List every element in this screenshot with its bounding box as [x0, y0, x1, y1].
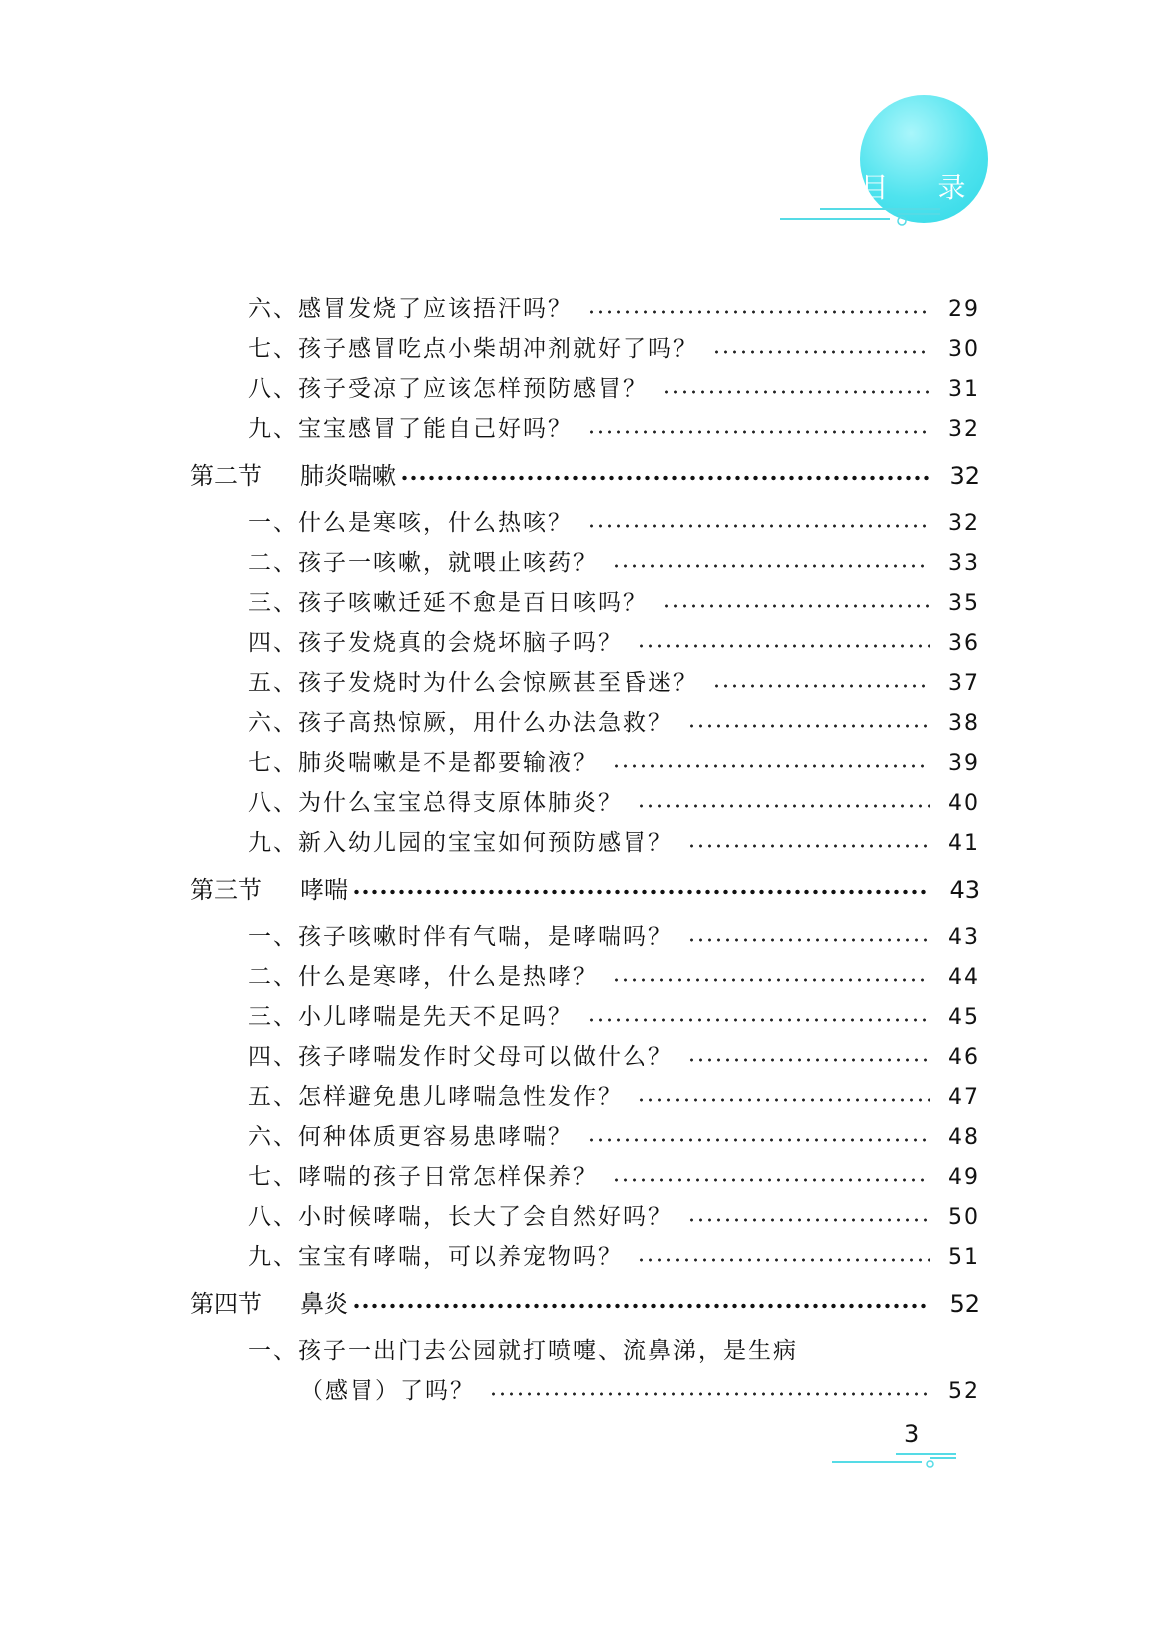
toc-item-row: [190, 1158, 980, 1198]
toc-item-row: [190, 330, 980, 370]
dot-leader: [587, 309, 930, 315]
dot-leader: [612, 563, 930, 569]
dot-leader: [637, 1097, 930, 1103]
toc-item-row: [190, 664, 980, 704]
header-line-ornament: [780, 205, 1000, 235]
page-ref: 36: [948, 631, 980, 656]
page-ref: 45: [948, 1005, 980, 1030]
page-ref: 44: [948, 965, 980, 990]
toc-section-row: [190, 456, 980, 496]
dot-leader: [587, 1017, 930, 1023]
item-index: 二、: [248, 550, 298, 576]
item-index: 八、: [248, 790, 298, 816]
item-title: 什么是寒咳，什么热咳？: [298, 510, 573, 536]
item-title: 孩子一咳嗽，就喂止咳药？: [298, 550, 598, 576]
page-ref: 32: [948, 511, 980, 536]
item-index: 四、: [248, 1044, 298, 1070]
dot-leader: [400, 475, 930, 481]
item-title: 为什么宝宝总得支原体肺炎？: [298, 790, 623, 816]
toc-item-row: [190, 704, 980, 744]
page-ref: 29: [948, 297, 980, 322]
dot-leader: [662, 603, 930, 609]
page-ref: 47: [948, 1085, 980, 1110]
item-index: 九、: [248, 1244, 298, 1270]
page-ref: 50: [948, 1205, 980, 1230]
item-index: 五、: [248, 670, 298, 696]
page-ref: 30: [948, 337, 980, 362]
page-ref: 46: [948, 1045, 980, 1070]
dot-leader: [687, 723, 930, 729]
toc-item-row: [190, 744, 980, 784]
page-ref: 48: [948, 1125, 980, 1150]
toc-item-continuation: [190, 1372, 980, 1412]
toc-item-row: [190, 998, 980, 1038]
toc-item-row: [190, 1118, 980, 1158]
page-ref: 51: [948, 1245, 980, 1270]
page-ref: 32: [948, 417, 980, 442]
toc-section-row: [190, 870, 980, 910]
dot-leader: [352, 889, 930, 895]
item-index: 一、: [248, 1338, 298, 1364]
item-index: 一、: [248, 510, 298, 536]
toc-item-row: [190, 410, 980, 450]
page-ref: 52: [948, 1379, 980, 1404]
page-ref: 40: [948, 791, 980, 816]
dot-leader: [352, 1303, 930, 1309]
toc-item-row: [190, 290, 980, 330]
item-title: 孩子发烧时为什么会惊厥甚至昏迷？: [298, 670, 698, 696]
toc-item-row: [190, 370, 980, 410]
dot-leader: [637, 803, 930, 809]
page-ref: 49: [948, 1165, 980, 1190]
item-title: 小时候哮喘，长大了会自然好吗？: [298, 1204, 673, 1230]
section-title: 哮喘: [300, 876, 348, 904]
header-decoration: [780, 85, 1000, 255]
toc-item-row: [190, 1332, 980, 1372]
page-ref: 39: [948, 751, 980, 776]
section-number: 第二节: [190, 462, 262, 490]
item-index: 四、: [248, 630, 298, 656]
item-index: 七、: [248, 750, 298, 776]
item-index: 九、: [248, 830, 298, 856]
item-title: 孩子哮喘发作时父母可以做什么？: [298, 1044, 673, 1070]
footer-line-ornament: [832, 1450, 962, 1470]
item-index: 八、: [248, 1204, 298, 1230]
item-index: 六、: [248, 1124, 298, 1150]
item-title: （感冒）了吗？: [300, 1378, 475, 1404]
page-ref: 52: [949, 1290, 980, 1318]
item-index: 一、: [248, 924, 298, 950]
page-ref: 33: [948, 551, 980, 576]
section-number: 第四节: [190, 1290, 262, 1318]
toc-item-row: [190, 918, 980, 958]
dot-leader: [687, 1217, 930, 1223]
item-title: 肺炎喘嗽是不是都要输液？: [298, 750, 598, 776]
item-index: 七、: [248, 336, 298, 362]
page-ref: 41: [948, 831, 980, 856]
page-ref: 32: [949, 462, 980, 490]
toc-item-row: [190, 1078, 980, 1118]
toc-item-row: [190, 584, 980, 624]
toc-item-row: [190, 1238, 980, 1278]
toc-item-row: [190, 544, 980, 584]
toc-item-row: [190, 1198, 980, 1238]
dot-leader: [637, 1257, 930, 1263]
item-title: 孩子感冒吃点小柴胡冲剂就好了吗？: [298, 336, 698, 362]
dot-leader: [587, 523, 930, 529]
item-index: 三、: [248, 1004, 298, 1030]
page-ref: 38: [948, 711, 980, 736]
toc-item-row: [190, 1038, 980, 1078]
dot-leader: [489, 1391, 930, 1397]
item-title: 宝宝感冒了能自己好吗？: [298, 416, 573, 442]
page-number: 3: [904, 1420, 920, 1448]
dot-leader: [687, 843, 930, 849]
item-index: 七、: [248, 1164, 298, 1190]
item-index: 六、: [248, 296, 298, 322]
dot-leader: [712, 349, 930, 355]
dot-leader: [712, 683, 930, 689]
toc-item-row: [190, 624, 980, 664]
section-number: 第三节: [190, 876, 262, 904]
dot-leader: [687, 937, 930, 943]
item-index: 六、: [248, 710, 298, 736]
page-ref: 35: [948, 591, 980, 616]
item-title: 孩子受凉了应该怎样预防感冒？: [298, 376, 648, 402]
section-title: 肺炎喘嗽: [300, 462, 396, 490]
dot-leader: [687, 1057, 930, 1063]
toc-item-row: [190, 784, 980, 824]
dot-leader: [612, 763, 930, 769]
table-of-contents: [190, 290, 980, 1412]
page-ref: 31: [948, 377, 980, 402]
item-title: 孩子发烧真的会烧坏脑子吗？: [298, 630, 623, 656]
page-ref: 43: [949, 876, 980, 904]
toc-item-row: [190, 504, 980, 544]
item-title: 宝宝有哮喘，可以养宠物吗？: [298, 1244, 623, 1270]
item-index: 八、: [248, 376, 298, 402]
dot-leader: [612, 977, 930, 983]
dot-leader: [612, 1177, 930, 1183]
dot-leader: [587, 429, 930, 435]
page-title: 目 录: [860, 171, 986, 204]
item-index: 三、: [248, 590, 298, 616]
dot-leader: [587, 1137, 930, 1143]
item-index: 五、: [248, 1084, 298, 1110]
item-title: 孩子咳嗽时伴有气喘，是哮喘吗？: [298, 924, 673, 950]
item-title: 孩子一出门去公园就打喷嚏、流鼻涕，是生病: [298, 1338, 798, 1364]
toc-item-row: [190, 958, 980, 998]
toc-section-row: [190, 1284, 980, 1324]
item-title: 什么是寒哮，什么是热哮？: [298, 964, 598, 990]
item-title: 感冒发烧了应该捂汗吗？: [298, 296, 573, 322]
page-ref: 43: [948, 925, 980, 950]
item-title: 何种体质更容易患哮喘？: [298, 1124, 573, 1150]
item-index: 二、: [248, 964, 298, 990]
section-title: 鼻炎: [300, 1290, 348, 1318]
toc-item-row: [190, 824, 980, 864]
item-title: 孩子咳嗽迁延不愈是百日咳吗？: [298, 590, 648, 616]
dot-leader: [662, 389, 930, 395]
page-ref: 37: [948, 671, 980, 696]
item-index: 九、: [248, 416, 298, 442]
dot-leader: [637, 643, 930, 649]
item-title: 怎样避免患儿哮喘急性发作？: [298, 1084, 623, 1110]
item-title: 小儿哮喘是先天不足吗？: [298, 1004, 573, 1030]
item-title: 新入幼儿园的宝宝如何预防感冒？: [298, 830, 673, 856]
item-title: 孩子高热惊厥，用什么办法急救？: [298, 710, 673, 736]
item-title: 哮喘的孩子日常怎样保养？: [298, 1164, 598, 1190]
